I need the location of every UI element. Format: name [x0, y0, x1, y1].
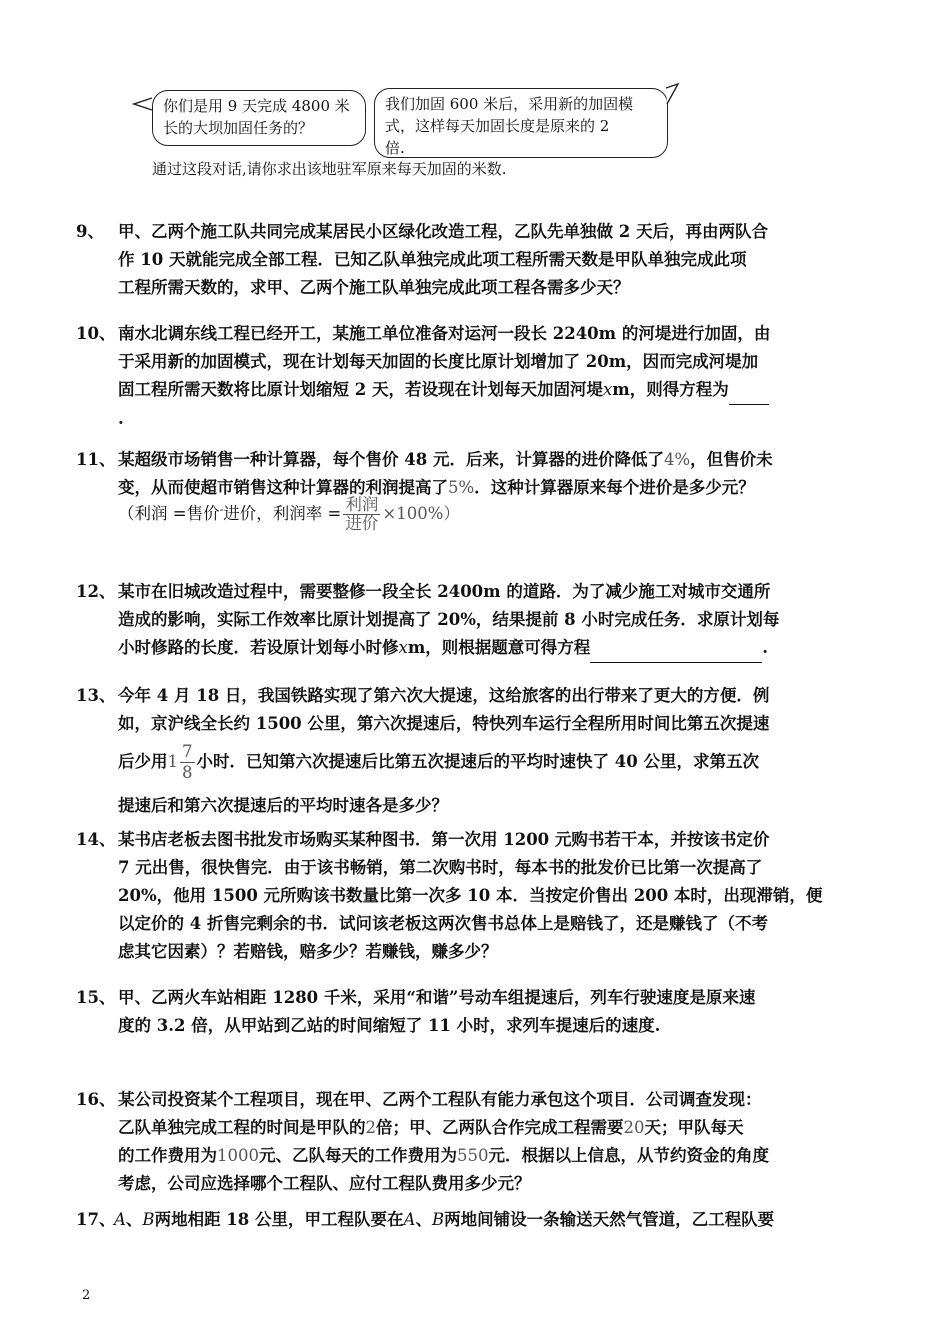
question-line: 工程所需天数的，求甲、乙两个施工队单独完成此项工程各需多少天？ — [118, 278, 630, 297]
dialog-question: 通过这段对话,请你求出该地驻军原来每天加固的米数. — [152, 160, 507, 178]
question-line: 以定价的 4 折售完剩余的书．试问该老板这两次售书总体上是赔钱了，还是赚钱了（不考 — [118, 914, 768, 933]
question-number: 12、 — [76, 582, 116, 601]
question-number: 16、 — [76, 1090, 116, 1109]
mixed-fraction: $\frac{7}{8}$ — [182, 742, 193, 782]
question-line: 固工程所需天数将比原计划缩短 2 天，若设现在计划每天加固河堤xm，则得方程为 — [118, 376, 926, 405]
bubble-left-line-1: 你们是用 9 天完成 4800 米 — [163, 97, 350, 115]
question-line: 某公司投资某个工程项目，现在甲、乙两个工程队有能力承包这个项目．公司调查发现： — [118, 1090, 762, 1109]
question-line: 如，京沪线全长约 1500 公里，第六次提速后，特快列车运行全程所用时间比第五次提速 — [118, 714, 770, 733]
question-line: 度的 3.2 倍，从甲站到乙站的时间缩短了 11 小时，求列车提速后的速度. — [118, 1016, 661, 1035]
profit-formula: （利润 =售价-进价，利润率 = $\frac{\text{利润}}{\text{进价}}$ ×100%） — [118, 495, 460, 533]
question-line: 变，从而使超市销售这种计算器的利润提高了5%．这种计算器原来每个进价是多少元？ — [118, 478, 755, 497]
bubble-right-line-1: 我们加固 600 米后，采用新的加固模 — [385, 95, 634, 113]
question-line: 甲、乙两个施工队共同完成某居民小区绿化改造工程，乙队先单独做 2 天后，再由两队合 — [118, 222, 768, 241]
question-line: 甲、乙两火车站相距 1280 千米，采用“和谐”号动车组提速后，列车行驶速度是原来速 — [118, 988, 756, 1007]
bubble-left-line-2: 长的大坝加固任务的？ — [163, 119, 314, 137]
question-line: 提速后和第六次提速后的平均时速各是多少？ — [118, 796, 448, 815]
question-line: . — [118, 409, 124, 428]
question-line: 于采用新的加固模式，现在计划每天加固的长度比原计划增加了 20m，因而完成河堤加 — [118, 352, 759, 371]
question-line: 20%，他用 1500 元所购该书数量比第一次多 10 本．当按定价售出 200 本时，出现滞销，便 — [118, 886, 823, 905]
question-number: 17、 — [76, 1210, 116, 1229]
question-line: 7 元出售，很快售完．由于该书畅销，第二次购书时，每本书的批发价已比第一次提高了 — [118, 858, 763, 877]
variable-x: x — [602, 380, 613, 399]
page-number: 2 — [82, 1288, 91, 1303]
question-line: 作 10 天就能完成全部工程．已知乙队单独完成此项工程所需天数是甲队单独完成此项 — [118, 250, 747, 269]
question-line: 某超级市场销售一种计算器，每个售价 48 元．后来，计算器的进价降低了4%，但售价未 — [118, 450, 773, 469]
question-line: 造成的影响，实际工作效率比原计划提高了 20%，结果提前 8 小时完成任务．求原计划每 — [118, 610, 780, 629]
question-number: 14、 — [76, 830, 116, 849]
question-line: 虑其它因素）？若赔钱，赔多少？若赚钱，赚多少？ — [118, 942, 498, 961]
fraction: $\frac{\text{利润}}{\text{进价}}$ — [345, 495, 379, 533]
question-line: 考虑，公司应选择哪个工程队、应付工程队费用多少元？ — [118, 1174, 531, 1193]
bubble-right-line-2: 式，这样每天加固长度是原来的 2 — [385, 117, 610, 135]
question-line: A、B两地相距 18 公里，甲工程队要在A、B两地间铺设一条输送天然气管道，乙工程队要 — [114, 1210, 775, 1229]
question-line: 乙队单独完成工程的时间是甲队的2倍；甲、乙两队合作完成工程需要20天；甲队每天 — [118, 1118, 744, 1137]
question-line: 某书店老板去图书批发市场购买某种图书．第一次用 1200 元购书若干本，并按该书定价 — [118, 830, 770, 849]
question-line: 某市在旧城改造过程中，需要整修一段全长 2400m 的道路．为了减少施工对城市交通所 — [118, 582, 771, 601]
speech-bubble-left — [152, 90, 366, 146]
question-line: 后少用1 $\frac{7}{8}$ 小时．已知第六次提速后比第五次提速后的平均时速快了 40 公里，求第五次 — [118, 742, 759, 782]
question-number: 9、 — [76, 222, 104, 241]
answer-blank[interactable] — [590, 634, 762, 663]
question-line: 小时修路的长度．若设原计划每小时修xm，则根据题意可得方程 . — [118, 634, 926, 663]
question-line: 的工作费用为1000元、乙队每天的工作费用为550元．根据以上信息，从节约资金的角度 — [118, 1146, 769, 1165]
question-number: 13、 — [76, 686, 116, 705]
answer-blank[interactable] — [729, 376, 769, 405]
bubble-left-tail — [132, 92, 158, 114]
question-line: 今年 4 月 18 日，我国铁路实现了第六次大提速，这给旅客的出行带来了更大的方便．例 — [118, 686, 770, 705]
question-line: 南水北调东线工程已经开工，某施工单位准备对运河一段长 2240m 的河堤进行加固，由 — [118, 324, 771, 343]
bubble-right-tail — [660, 82, 682, 110]
question-number: 11、 — [76, 450, 116, 469]
variable-x: x — [398, 638, 408, 657]
speech-bubble-right — [374, 88, 668, 158]
question-number: 10、 — [76, 324, 116, 343]
bubble-right-line-3: 倍. — [385, 139, 405, 157]
question-number: 15、 — [76, 988, 116, 1007]
